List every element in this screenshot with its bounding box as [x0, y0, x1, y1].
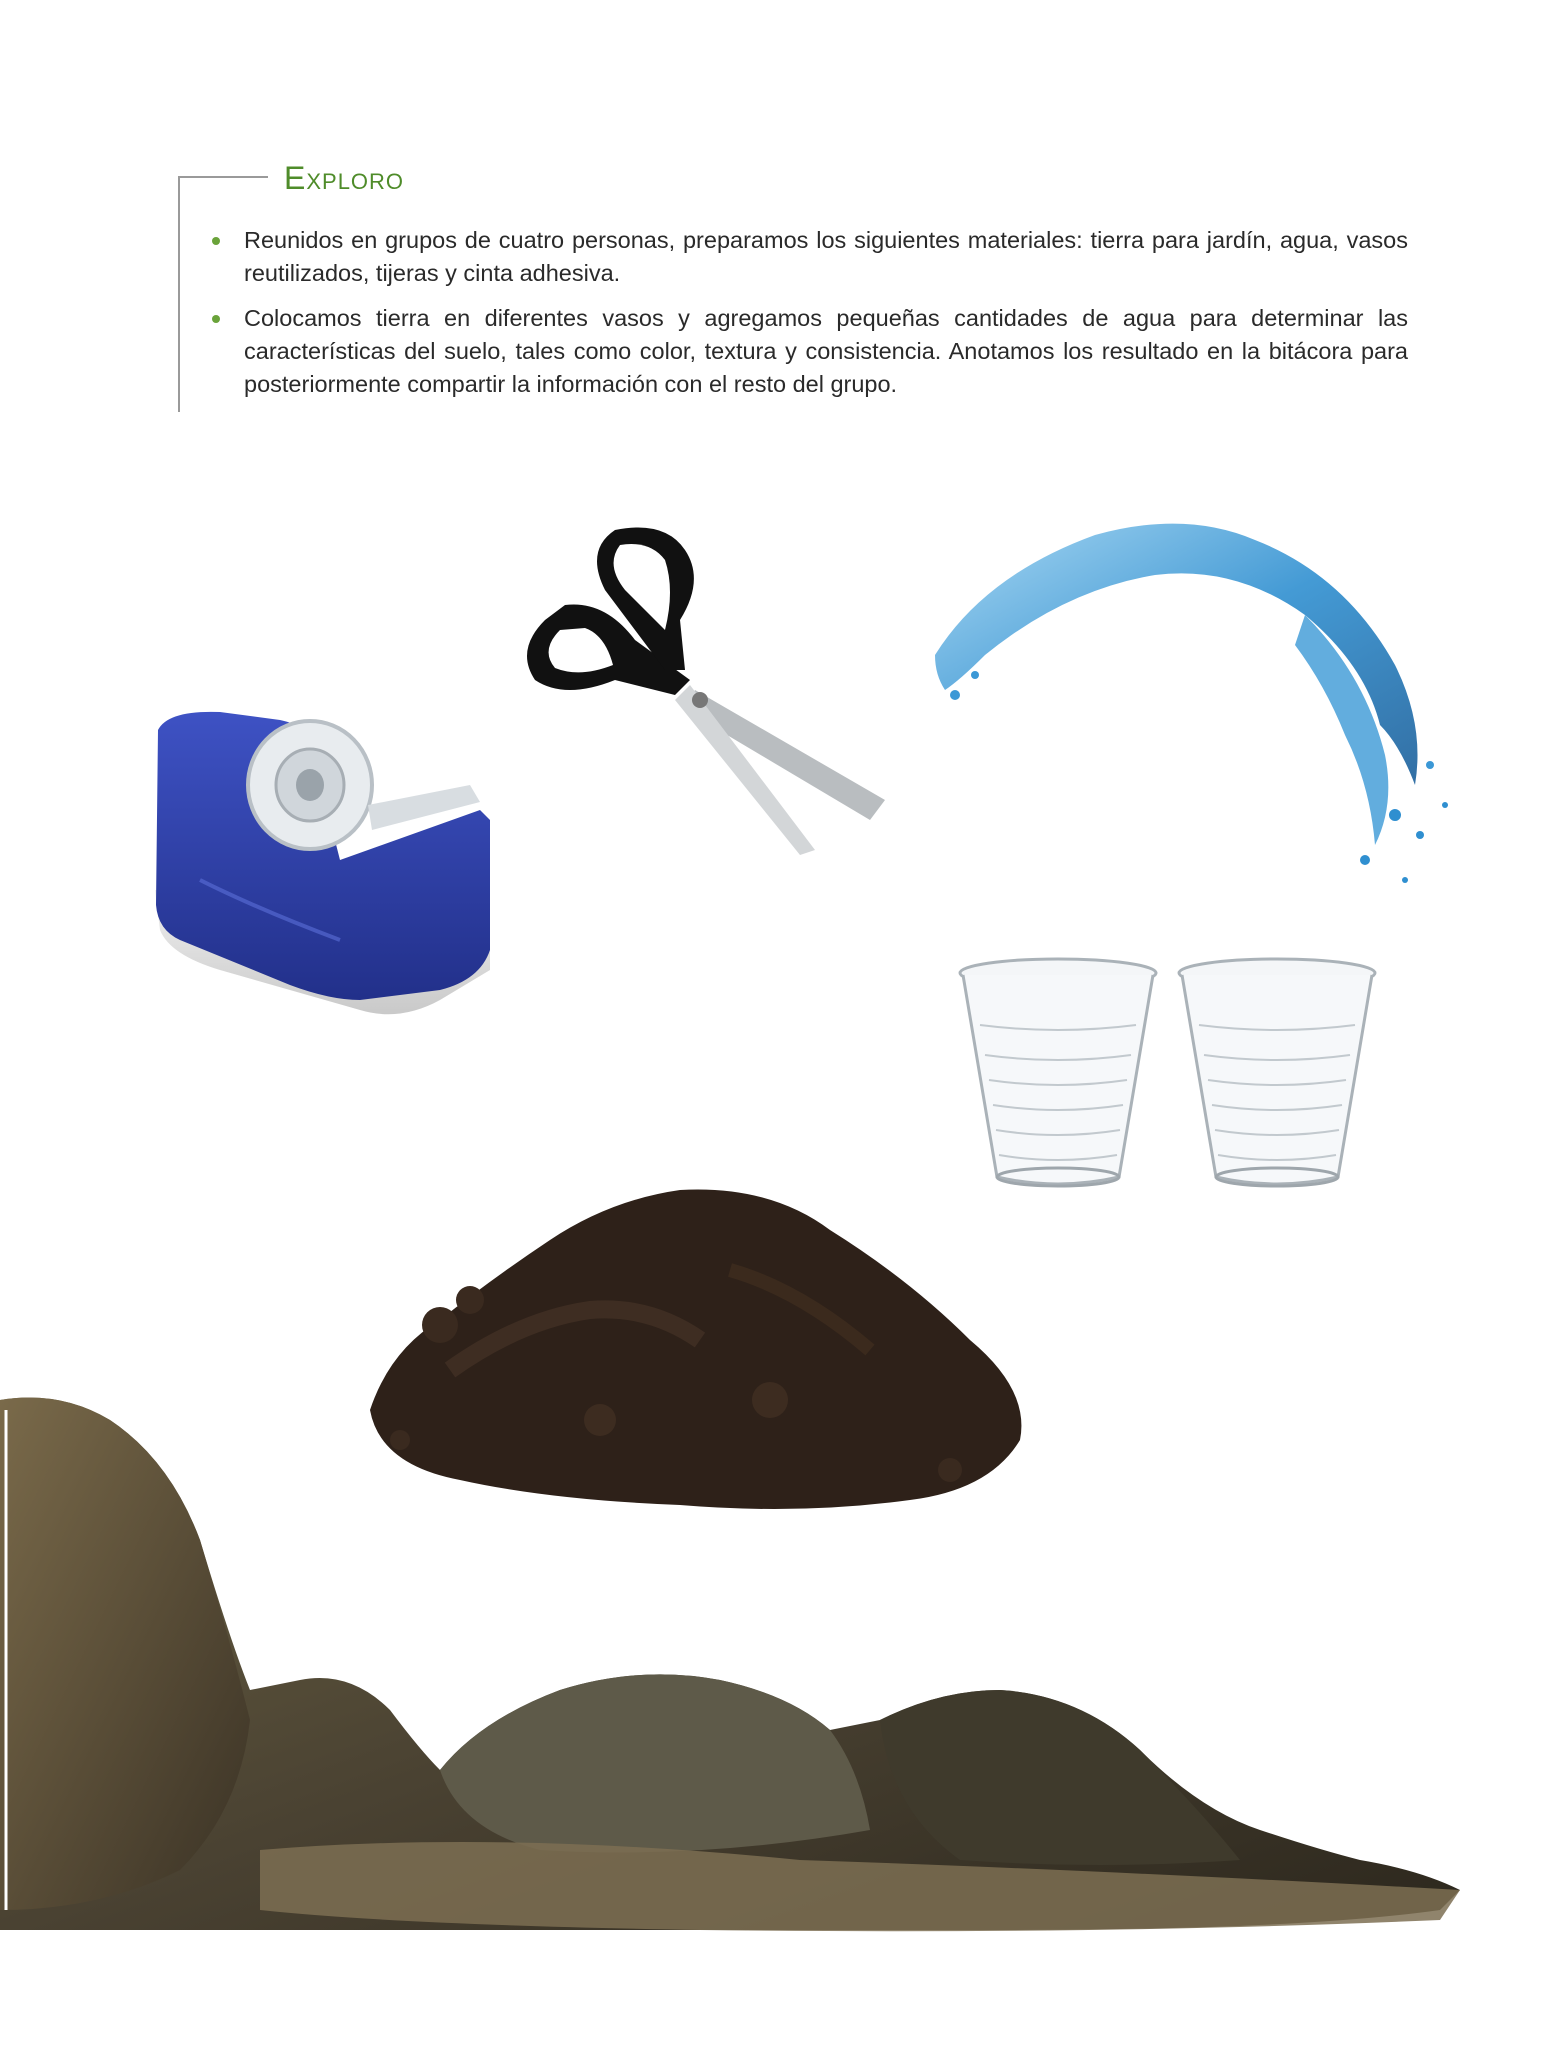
- list-item: [212, 224, 1408, 290]
- bullet-icon: [212, 237, 220, 245]
- rocks-image: [0, 1390, 1470, 1950]
- section-title: Exploro: [284, 160, 405, 196]
- list-item-text: Reunidos en grupos de cuatro personas, preparamos los siguientes materiales: tierra para jardín, agua, vasos reutilizados, tijeras y cinta adhesiva.: [244, 227, 1408, 286]
- cup-right: [1179, 959, 1375, 1186]
- list-item: [212, 302, 1408, 401]
- bullet-icon: [212, 315, 220, 323]
- instructions-list: [212, 224, 1408, 413]
- plastic-cups-image: [955, 955, 1385, 1195]
- tape-dispenser-image: [140, 690, 510, 1020]
- cup-left: [960, 959, 1156, 1186]
- list-item-text: Colocamos tierra en diferentes vasos y agregamos pequeñas cantidades de agua para determinar las características del suelo, tales como color, textura y consistencia. Anotamos los resultado en la bitácora para posteriormente compartir la información con el resto del grupo.: [244, 305, 1408, 397]
- section-frame-vertical-line: [178, 176, 180, 412]
- water-splash-image: [925, 515, 1485, 895]
- scissors-image: [515, 510, 895, 860]
- section-frame-line: [178, 176, 268, 178]
